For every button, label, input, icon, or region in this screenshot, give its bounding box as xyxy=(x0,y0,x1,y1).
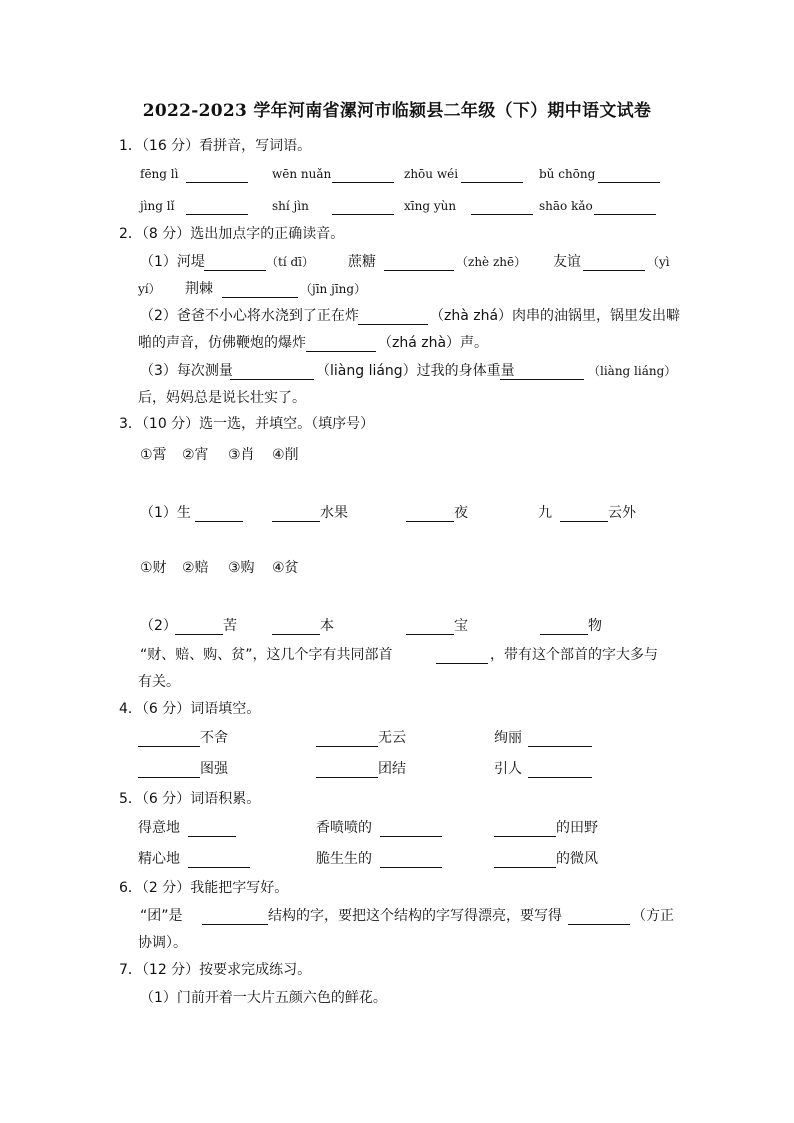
q1-blank-3[interactable] xyxy=(461,168,523,183)
q3-blank-5[interactable] xyxy=(175,620,223,635)
q5-blank-2[interactable] xyxy=(380,822,442,837)
q4-blank-5[interactable] xyxy=(316,763,378,778)
q1-pinyin-6: shí jìn xyxy=(272,199,309,213)
q1-pinyin-8: shāo kǎo xyxy=(539,199,593,213)
q3-p2-word-4: 物 xyxy=(588,618,602,634)
q2-p3-text-b: （liàng liáng）过我的身体重量 xyxy=(316,363,515,379)
q4-word-3: 绚丽 xyxy=(494,730,522,746)
q2-p2-text-c: 啪的声音，仿佛鞭炮的爆炸 xyxy=(138,335,306,351)
q2-blank-7[interactable] xyxy=(230,365,314,380)
q2-p2-text-b: （zhà zhá）肉串的油锅里，锅里发出噼 xyxy=(430,308,681,324)
q2-p1-cont: yí） xyxy=(138,282,161,296)
q2-blank-5[interactable] xyxy=(358,310,428,325)
q2-blank-4[interactable] xyxy=(222,283,298,298)
q3-p2-word-2: 本 xyxy=(320,618,334,634)
q3-blank-7[interactable] xyxy=(406,620,454,635)
q3-blank-3[interactable] xyxy=(406,507,454,522)
q3-option-3: ③肖 xyxy=(228,447,255,463)
q3-option-2: ②宵 xyxy=(182,447,209,463)
q3-option-4: ④削 xyxy=(272,447,299,463)
q2-blank-8[interactable] xyxy=(500,365,584,380)
q3-p2-word-3: 宝 xyxy=(454,618,468,634)
q2-p2-text-a: （2）爸爸不小心将水浇到了正在炸 xyxy=(140,308,359,324)
q1-pinyin-4: bǔ chōng xyxy=(539,167,596,181)
q6-text-a: “团”是 xyxy=(140,908,183,924)
q2-p1-opt-2: （zhè zhē） xyxy=(456,255,527,269)
q1-pinyin-7: xīng yùn xyxy=(404,199,457,213)
q3-p1-word-b: 水果 xyxy=(320,505,348,521)
q7-heading: 7．（12 分）按要求完成练习。 xyxy=(119,962,312,978)
q5-heading: 5．（6 分）词语积累。 xyxy=(119,791,261,807)
q5-word-6: 的微风 xyxy=(556,851,598,867)
q5-word-4: 精心地 xyxy=(138,851,180,867)
q2-p1-opt-1: （tí dī） xyxy=(266,255,314,269)
q2-p1-opt-4: （jīn jīng） xyxy=(300,282,367,296)
q2-p1-label-1: （1）河堤 xyxy=(140,254,205,270)
q6-text-c: （方正 xyxy=(632,908,674,924)
q4-word-1: 不舍 xyxy=(200,730,228,746)
q2-p1-opt-3: （yì xyxy=(647,255,670,269)
q5-blank-6[interactable] xyxy=(494,853,556,868)
q6-blank-2[interactable] xyxy=(568,910,630,925)
q1-pinyin-2: wēn nuǎn xyxy=(272,167,332,181)
q1-blank-2[interactable] xyxy=(332,168,394,183)
q3-option-8: ④贫 xyxy=(272,560,299,576)
q1-blank-5[interactable] xyxy=(186,200,248,215)
q3-p1-word-c: 夜 xyxy=(454,505,468,521)
q5-blank-1[interactable] xyxy=(188,822,236,837)
q6-text-b: 结构的字，要把这个结构的字写得漂亮，要写得 xyxy=(268,908,562,924)
q2-p3-text-a: （3）每次测量 xyxy=(140,363,233,379)
q3-blank-9[interactable] xyxy=(436,649,488,664)
q5-word-5: 脆生生的 xyxy=(316,851,372,867)
q1-blank-1[interactable] xyxy=(186,168,248,183)
q4-blank-1[interactable] xyxy=(138,732,200,747)
q1-heading: 1．（16 分）看拼音，写词语。 xyxy=(119,138,312,154)
q4-word-6: 引人 xyxy=(494,761,522,777)
q3-option-5: ①财 xyxy=(140,560,167,576)
q3-p1-label: （1）生 xyxy=(140,505,191,521)
q4-blank-2[interactable] xyxy=(316,732,378,747)
q5-word-2: 香喷喷的 xyxy=(316,820,372,836)
q1-pinyin-1: fēng lì xyxy=(140,167,179,181)
q2-heading: 2．（8 分）选出加点字的正确读音。 xyxy=(119,226,345,242)
q2-p3-text-d: 后，妈妈总是说长壮实了。 xyxy=(138,390,306,406)
q2-p1-label-3: 友谊 xyxy=(553,254,581,270)
q3-p1-word-d: 九 xyxy=(538,505,552,521)
q3-p1-word-e: 云外 xyxy=(608,505,636,521)
q2-blank-2[interactable] xyxy=(384,256,454,271)
q5-blank-3[interactable] xyxy=(494,822,556,837)
q4-word-4: 图强 xyxy=(200,761,228,777)
q2-p1-label-2: 蔗糖 xyxy=(348,254,376,270)
q1-blank-8[interactable] xyxy=(594,200,656,215)
q2-blank-3[interactable] xyxy=(583,256,645,271)
q3-blank-1[interactable] xyxy=(195,507,243,522)
q3-blank-6[interactable] xyxy=(272,620,320,635)
q4-word-5: 团结 xyxy=(378,761,406,777)
q4-blank-6[interactable] xyxy=(528,763,592,778)
q4-heading: 4．（6 分）词语填空。 xyxy=(119,701,261,717)
q3-blank-4[interactable] xyxy=(560,507,608,522)
q5-word-1: 得意地 xyxy=(138,820,180,836)
q2-blank-6[interactable] xyxy=(306,337,376,352)
q2-p1-label-4: 荆棘 xyxy=(185,281,213,297)
q5-word-3: 的田野 xyxy=(556,820,598,836)
q1-blank-6[interactable] xyxy=(332,200,394,215)
q3-option-7: ③购 xyxy=(228,560,255,576)
q4-blank-3[interactable] xyxy=(528,732,592,747)
q3-heading: 3．（10 分）选一选，并填空。（填序号） xyxy=(119,416,375,432)
q3-option-6: ②赔 xyxy=(182,560,209,576)
q1-blank-7[interactable] xyxy=(471,200,533,215)
page-title: 2022-2023 学年河南省漯河市临颍县二年级（下）期中语文试卷 xyxy=(142,101,652,121)
q1-pinyin-3: zhōu wéi xyxy=(404,167,459,181)
q3-note-c: 有关。 xyxy=(138,674,180,690)
q2-p2-text-d: （zhá zhà）声。 xyxy=(378,335,489,351)
q3-p2-word-1: 苦 xyxy=(223,618,237,634)
q1-pinyin-5: jìng lǐ xyxy=(140,199,175,213)
q1-blank-4[interactable] xyxy=(598,168,660,183)
q3-blank-8[interactable] xyxy=(540,620,588,635)
q2-p3-text-c: （liàng liáng） xyxy=(588,364,677,378)
q5-blank-5[interactable] xyxy=(380,853,442,868)
q3-note-a: “财、赔、购、贫”，这几个字有共同部首 xyxy=(140,647,393,663)
q3-note-b: ，带有这个部首的字大多与 xyxy=(490,647,658,663)
q3-blank-2[interactable] xyxy=(272,507,320,522)
q3-p2-label: （2） xyxy=(140,618,177,634)
q2-blank-1[interactable] xyxy=(204,256,266,271)
q6-heading: 6．（2 分）我能把字写好。 xyxy=(119,880,289,896)
q6-text-d: 协调）。 xyxy=(138,935,187,951)
q5-blank-4[interactable] xyxy=(188,853,250,868)
q4-blank-4[interactable] xyxy=(138,763,200,778)
q4-word-2: 无云 xyxy=(378,730,406,746)
q7-p1: （1）门前开着一大片五颜六色的鲜花。 xyxy=(140,990,387,1006)
q6-blank-1[interactable] xyxy=(202,910,268,925)
q3-option-1: ①霄 xyxy=(140,447,167,463)
